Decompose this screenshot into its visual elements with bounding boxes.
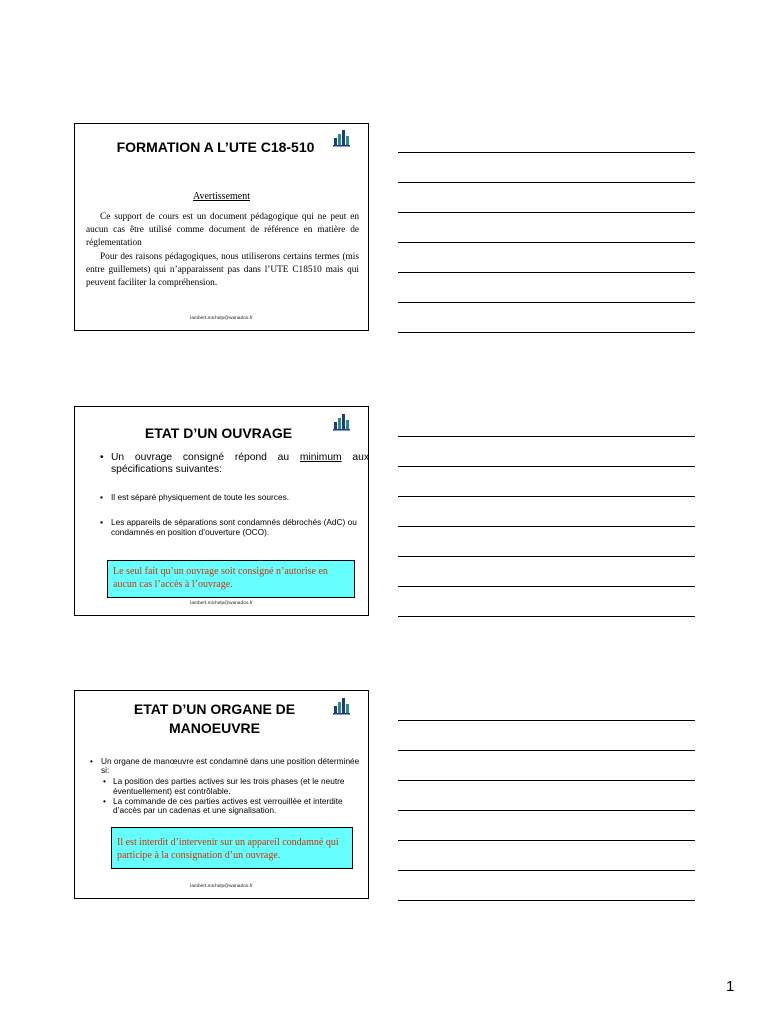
list-item (87, 757, 365, 815)
bullet: • (100, 452, 104, 463)
slide-3-sublist (101, 777, 365, 815)
note-line (398, 466, 695, 467)
page-number: 1 (726, 978, 735, 995)
note-line (398, 182, 695, 183)
note-line (398, 720, 695, 721)
note-line (398, 810, 695, 811)
square-bullet: ▪ (100, 517, 103, 527)
list-item-text: aux spécifications suivantes: (111, 452, 369, 475)
slide-3-title-line: ETAT D’UN ORGANE DE (133, 701, 296, 717)
slide-1-footer-email: lambert.michelp@wanadoo.fr (190, 316, 253, 321)
building-bars-logo-icon (333, 697, 351, 715)
list-item-text: Les appareils de séparations sont condamnés débrochés (AdC) ou condamnés en position d’ouverture (OCO). (111, 517, 357, 537)
note-line (398, 242, 695, 243)
slide-2-callout: Le seul fait qu’un ouvrage soit consigné n’autorise en aucun cas l’accès à l’ouvrage. (107, 560, 355, 598)
note-line (398, 870, 695, 871)
slide-2-list (97, 492, 369, 502)
list-item (97, 492, 369, 502)
list-item-text: Il est séparé physiquement de toute les sources. (111, 492, 290, 502)
note-line (398, 302, 695, 303)
building-bars-logo-icon (333, 413, 351, 431)
list-item-emphasis: minimum (299, 452, 342, 463)
note-line (398, 436, 695, 437)
slide-1-paragraph: Ce support de cours est un document pédagogique qui ne peut en aucun cas être utilisé comme document de référence en matière de réglementation (86, 212, 359, 249)
slide-3-title (75, 700, 368, 738)
slide-1-paragraph: Pour des raisons pédagogiques, nous utiliserons certains termes (mis entre guillemets) qui n’apparaissent pas dans l’UTE C18510 mais qui peuvent faciliter la compréhension. (86, 251, 359, 289)
note-line (398, 332, 695, 333)
slide-3-list (87, 757, 365, 816)
slide-2 (74, 406, 369, 616)
sub-list-item-text: La commande de ces parties actives est verrouillée et interdite d’accès par un cadenas et une signalisation. (113, 795, 343, 816)
building-bars-logo-icon (333, 129, 351, 147)
list-item-text: Un ouvrage consigné répond au (111, 452, 300, 463)
sub-list-item (101, 777, 365, 795)
square-bullet: ▪ (100, 492, 103, 502)
slide-1-subheading: Avertissement (192, 191, 251, 202)
note-line (398, 616, 695, 617)
list-item-text: Un organe de manœuvre est condamné dans une position déterminée si: (101, 756, 360, 776)
note-line (398, 900, 695, 901)
sub-list-item-text: La position des parties actives sur les trois phases (et le neutre éventuellement) est contrôlable. (113, 776, 345, 796)
bullet: • (103, 776, 106, 787)
slide-2-footer-email: lambert.michelp@wanadoo.fr (190, 601, 253, 606)
slide-3 (74, 690, 369, 899)
note-line (398, 840, 695, 841)
note-line (398, 272, 695, 273)
slide-3-title-line: MANOEUVRE (168, 720, 260, 736)
slide-1-body (86, 211, 359, 290)
bullet: • (90, 756, 93, 766)
list-item (97, 452, 369, 476)
note-line (398, 586, 695, 587)
note-line (398, 496, 695, 497)
note-line (398, 750, 695, 751)
note-line (398, 152, 695, 153)
note-line (398, 780, 695, 781)
slide-3-callout: Il est interdit d’intervenir sur un appareil condamné qui participe à la consignation d’un ouvrage. (111, 827, 353, 869)
slide-2-list (97, 517, 369, 537)
slide-3-footer-email: lambert.michelp@wanadoo.fr (190, 884, 253, 889)
note-line (398, 212, 695, 213)
list-item (97, 517, 369, 537)
slide-2-title: ETAT D’UN OUVRAGE (144, 425, 293, 441)
sub-list-item (101, 797, 365, 815)
bullet: • (103, 795, 106, 806)
note-line (398, 556, 695, 557)
slide-1 (74, 123, 369, 331)
slide-1-title: FORMATION A L’UTE C18-510 (116, 139, 315, 155)
slide-2-list (97, 452, 369, 476)
note-line (398, 526, 695, 527)
